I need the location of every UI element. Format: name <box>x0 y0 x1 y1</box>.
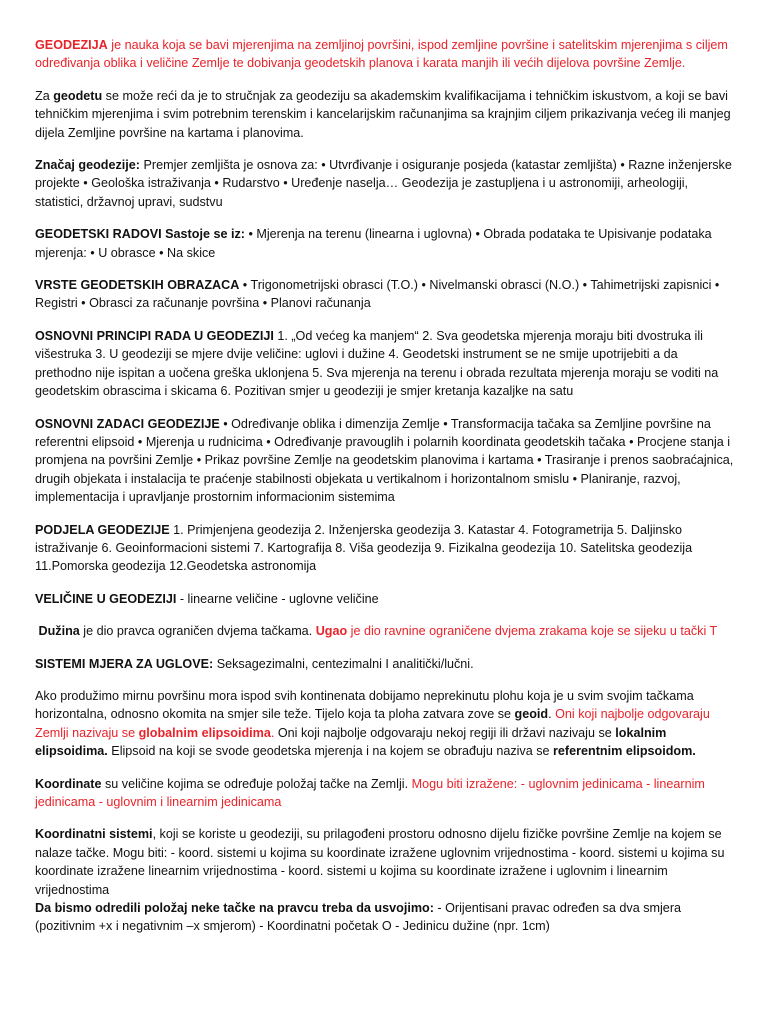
text-vrste-obrazaca: • Trigonometrijski obrasci (T.O.) • Nivelmanski obrasci (N.O.) • Tahimetrijski zapisnici • Registri • Obrasci za računanje površina • Planovi računanja <box>35 278 720 311</box>
term-koordinate: Koordinate <box>35 776 102 791</box>
paragraph-geodezija-definition <box>35 36 734 73</box>
term-geodetski-radovi: GEODETSKI RADOVI Sastoje se iz: <box>35 227 245 242</box>
term-koordinatni-sistemi: Koordinatni sistemi <box>35 827 153 842</box>
paragraph-geodeta <box>35 87 734 142</box>
text-duzina: je dio pravca ograničen dvjema tačkama. <box>79 624 316 639</box>
paragraph-koordinate <box>35 775 734 812</box>
text-geodetski-radovi: • Mjerenja na terenu (linearna i uglovna) • Obrada podataka te Upisivanje podataka mjerenja: • U obrasce • Na skice <box>35 227 712 260</box>
term-geoid: geoid <box>514 707 549 722</box>
text-koordinate: su veličine kojima se određuje položaj tačke na Zemlji. <box>101 776 412 791</box>
paragraph-osnovni-principi <box>35 327 734 401</box>
paragraph-velicine <box>35 590 734 608</box>
paragraph-znacaj-geodezije <box>35 156 734 211</box>
term-geodeta: geodetu <box>53 88 103 103</box>
paragraph-koordinatni-sistemi <box>35 825 734 899</box>
term-lokalni-elipsoidi: lokalnim elipsoidima. <box>35 725 667 759</box>
term-polozaj-tacke: Da bismo odredili položaj neke tačke na pravcu treba da usvojimo: <box>35 901 434 916</box>
text-lokalni-intro: Oni koji najbolje odgovaraju nekoj regiji ili državi nazivaju se <box>274 725 616 740</box>
term-osnovni-principi: OSNOVNI PRINCIPI RADA U GEODEZIJI <box>35 328 274 343</box>
term-znacaj-geodezije: Značaj geodezije: <box>35 158 140 173</box>
term-osnovni-zadaci: OSNOVNI ZADACI GEODEZIJE <box>35 416 220 431</box>
paragraph-vrste-obrazaca <box>35 276 734 313</box>
paragraph-polozaj-tacke <box>35 899 734 936</box>
text-znacaj-geodezije: Premjer zemljišta je osnova za: • Utvrđivanje i osiguranje posjeda (katastar zemljišta) • Razne inženjerske projekte • Geološka istraživanja • Rudarstvo • Uređenje naselja… Geodezija je zastupljena i u astronomiji, arheologiji, statistici, državnoj upravi, sudstvu <box>35 158 732 209</box>
text-koordinatni-sistemi: , koji se koriste u geodeziji, su prilagođeni prostoru odnosno dijelu fizičke površine Zemlje na kojem se nalaze tačke. Mogu biti: - koord. sistemi u kojima su koordinate izražene uglovnim vrijednostima - koord. sistemi u kojima su koordinate izražene linearnim vrijednostima - koord. sistemi u kojima su koordinate izražene i uglovnim i linearnim vrijednostima <box>35 827 725 897</box>
paragraph-osnovni-zadaci <box>35 415 734 507</box>
term-podjela-geodezije: PODJELA GEODEZIJE <box>35 522 170 537</box>
text-podjela-geodezije: 1. Primjenjena geodezija 2. Inženjerska geodezija 3. Katastar 4. Fotogrametrija 5. Daljinsko istraživanje 6. Geoinformacioni sistemi 7. Kartografija 8. Viša geodezija 9. Fizikalna geodezija 10. Satelitska geodezija 11.Pomorska geodezija 12.Geodetska astronomija <box>35 522 693 574</box>
text-sistemi-mjera: Seksagezimalni, centezimalni I analitički/lučni. <box>213 656 474 671</box>
term-duzina: Dužina <box>38 624 80 639</box>
paragraph-sistemi-mjera <box>35 655 734 673</box>
text-osnovni-principi: 1. „Od većeg ka manjem“ 2. Sva geodetska mjerenja moraju biti dvostruka ili višestruka 3. U geodeziji se mjere dvije veličine: uglovi i dužine 4. Geodetski instrument se ne smije upotrijebiti a da prethodno nije ispitan a uočena greška uklonjena 5. Sva mjerenja na terenu i obrada rezultata mjerenja moraju se voditi na geodetskim obrascima i skicama 6. Pozitivan smjer u geodeziji je smjer kretanja kazaljke na satu <box>35 328 719 399</box>
text-osnovni-zadaci: • Određivanje oblika i dimenzija Zemlje • Transformacija tačaka sa Zemljine površine na referentni elipsoid • Mjerenja u rudnicima • Određivanje pravouglih i polarnih koordinata geodetskih tačaka • Procjene stanja i promjena na površini Zemlje • Prikaz površine Zemlje na geodetskim planovima i kartama • Trasiranje i prenos saobraćajnica, drugih objekata i instalacija te praćenje stabilnosti objekata u vertikalnom i horizontalnom smislu • Planiranje, razvoj, implementacija i upravljanje prostornim informacionim sistemima <box>35 416 734 505</box>
term-geodezija: GEODEZIJA <box>35 38 108 52</box>
text-polozaj-tacke: - Orijentisani pravac određen sa dva smjera (pozitivnim +x i negativnim –x smjerom) - Koordinatni početak O - Jedinicu dužine (npr. 1cm) <box>35 901 682 934</box>
term-referentni-elipsoid: referentnim elipsoidom. <box>553 744 696 759</box>
text-geodezija-definition: je nauka koja se bavi mjerenjima na zemljinoj površini, ispod zemljine površine i satelitskim mjerenjima s ciljem određivanja oblika i veličine Zemlje te dobivanja geodetskih planova i karata manjih ili većih dijelova površine Zemlje. <box>35 38 728 71</box>
paragraph-podjela-geodezije <box>35 521 734 576</box>
text-geodeta-description: se može reći da je to stručnjak za geodeziju sa akademskim kvalifikacijama i tehničkim iskustvom, a koji se bavi tehničkim mjerenjima i svim potrebnim terenskim i kancelarijskim računanjima sa krajnjim ciljem prikazivanja većeg ili manjeg dijela Zemljine površine na kartama i planovima. <box>35 88 731 140</box>
paragraph-duzina-ugao <box>35 622 734 640</box>
text-koordinate-jedinice: Mogu biti izražene: - uglovnim jedinicama - linearnim jedinicama - uglovnim i linearnim jedinicama <box>35 776 705 809</box>
text-velicine: - linearne veličine - uglovne veličine <box>176 591 379 606</box>
text-referentni-intro: Elipsoid na koji se svode geodetska mjerenja i na kojem se obrađuju naziva se <box>107 744 554 759</box>
text-period-red: . <box>270 725 275 740</box>
term-globalni-elipsoidi: globalnim elipsoidima <box>138 725 271 740</box>
paragraph-geoid-elipsoid <box>35 687 734 761</box>
paragraph-geodetski-radovi <box>35 225 734 262</box>
term-velicine: VELIČINE U GEODEZIJI <box>35 591 177 606</box>
text-prefix: Za <box>35 88 54 103</box>
text-geoid-intro: Ako produžimo mirnu površinu mora ispod svih kontinenata dobijamo neprekinutu plohu koja je u svim svojim tačkama horizontalna, odnosno okomita na smjer sile teže. Tijelo koja ta ploha zatvara zove se <box>35 688 694 722</box>
text-ugao: je dio ravnine ograničene dvjema zrakama koje se sijeku u tački T <box>347 624 718 639</box>
text-period: . <box>548 707 556 722</box>
text-globalni-intro: Oni koji najbolje odgovaraju Zemlji nazivaju se <box>35 707 710 740</box>
term-ugao: Ugao <box>315 624 348 639</box>
term-vrste-obrazaca: VRSTE GEODETSKIH OBRAZACA <box>35 278 240 293</box>
term-sistemi-mjera: SISTEMI MJERA ZA UGLOVE: <box>35 656 214 671</box>
